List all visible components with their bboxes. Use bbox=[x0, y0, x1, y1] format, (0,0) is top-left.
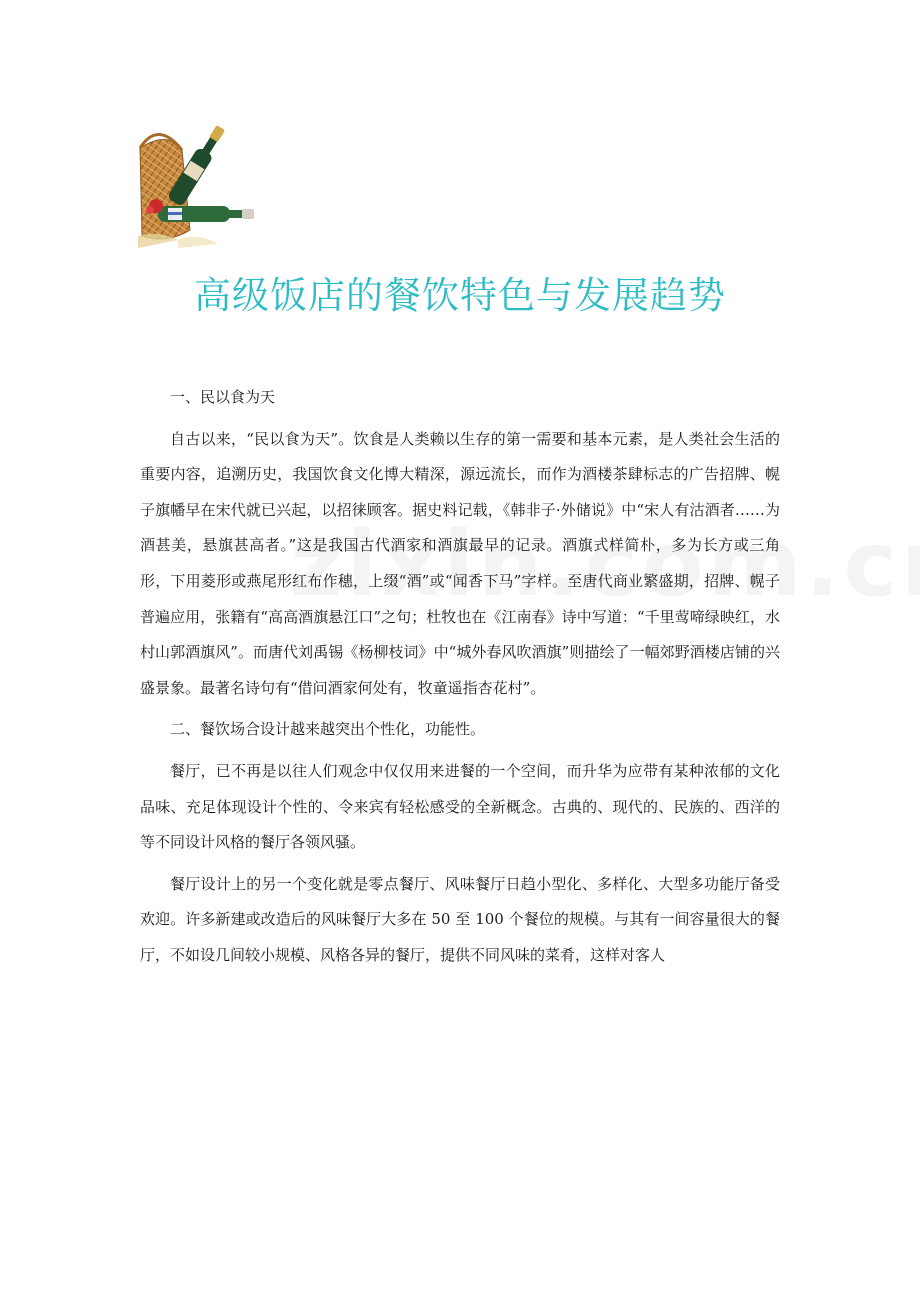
page-title: 高级饭店的餐饮特色与发展趋势 bbox=[194, 274, 726, 317]
paragraph-1: 自古以来，“民以食为天”。饮食是人类赖以生存的第一需要和基本元素，是人类社会生活的重要内容，追溯历史，我国饮食文化博大精深，源远流长，而作为酒楼茶肆标志的广告招牌、幌子旗幡早在宋代就已兴起，以招徕顾客。据史料记载，《韩非子·外储说》中“宋人有沽酒者……为酒甚美，悬旗甚高者。”这是我国古代酒家和酒旗最早的记录。酒旗式样简朴，多为长方或三角形，下用菱形或燕尾形红布作穗，上缀“酒”或“闻香下马”字样。至唐代商业繁盛期，招牌、幌子普遍应用，张籍有“高高酒旗悬江口”之句；杜牧也在《江南春》诗中写道：“千里莺啼绿映红，水村山郭酒旗风”。而唐代刘禹锡《杨柳枝词》中“城外春风吹酒旗”则描绘了一幅郊野酒楼店铺的兴盛景象。最著名诗句有“借问酒家何处有，牧童遥指杏花村”。 bbox=[140, 429, 780, 697]
section-heading-2: 二、餐饮场合设计越来越突出个性化，功能性。 bbox=[170, 720, 486, 739]
wine-basket-illustration bbox=[138, 120, 258, 248]
paragraph-3: 餐厅设计上的另一个变化就是零点餐厅、风味餐厅日趋小型化、多样化、大型多功能厅备受欢迎。许多新建或改造后的风味餐厅大多在 50 至 100 个餐位的规模。与其有一间容量很大的餐厅，不如设几间较小规模、风格各异的餐厅，提供不同风味的菜肴，这样对客人 bbox=[140, 874, 780, 964]
article-body bbox=[140, 380, 780, 980]
paragraph-2: 餐厅，已不再是以往人们观念中仅仅用来进餐的一个空间，而升华为应带有某种浓郁的文化品味、充足体现设计个性的、令来宾有轻松感受的全新概念。古典的、现代的、民族的、西洋的等不同设计风格的餐厅各领风骚。 bbox=[140, 761, 780, 852]
bottle-lying bbox=[158, 206, 254, 222]
section-heading-1: 一、民以食为天 bbox=[170, 388, 276, 406]
